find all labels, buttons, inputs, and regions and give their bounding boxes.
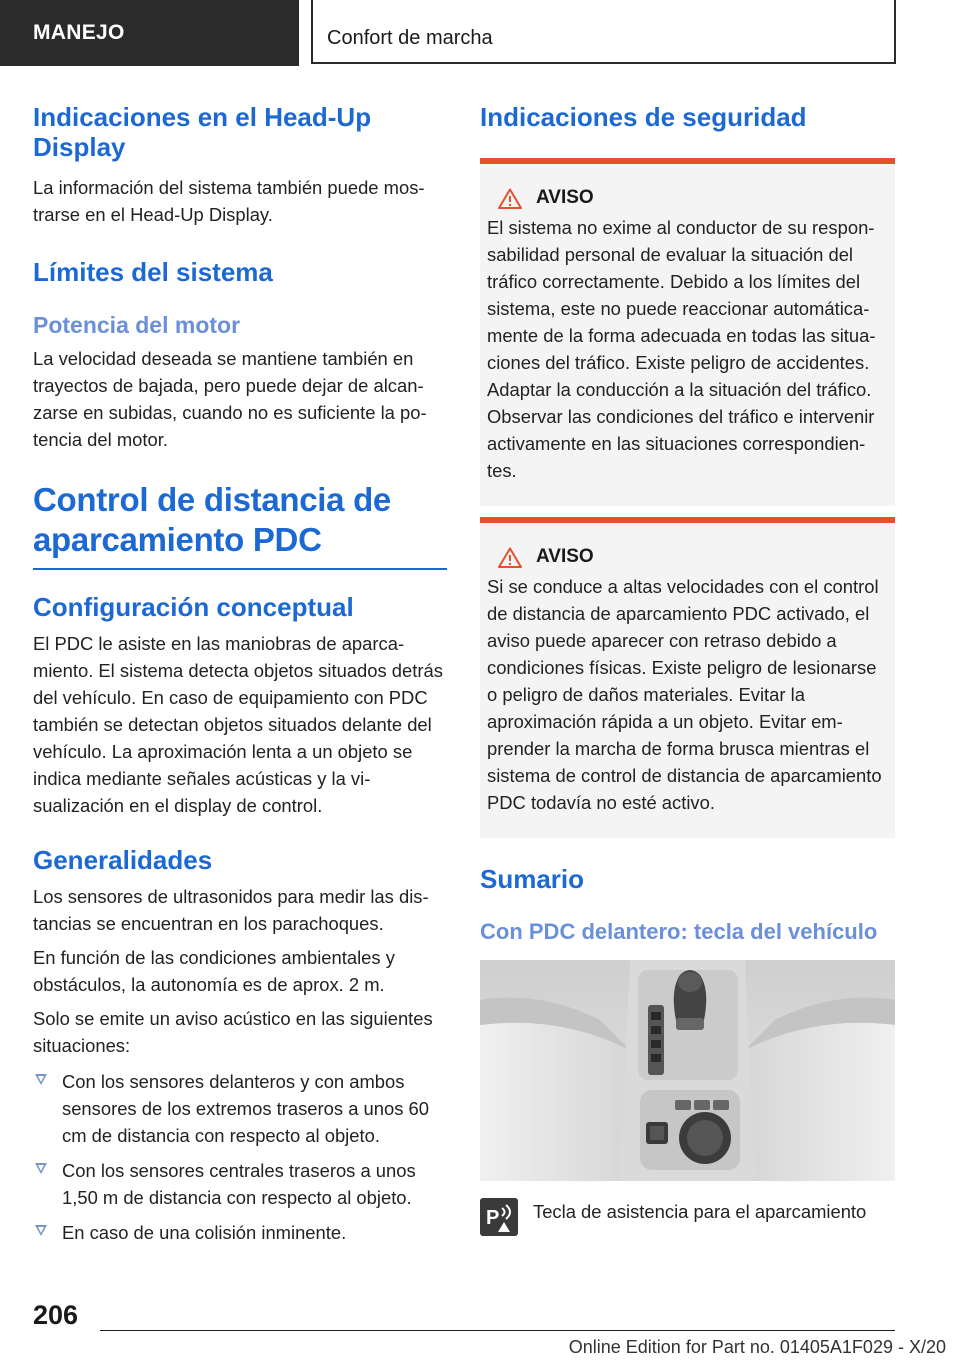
- edition-text: Online Edition for Part no. 01405A1F029 - X/20: [568, 1337, 946, 1357]
- warning-box: [480, 158, 895, 506]
- concept-text: El PDC le asiste en las maniobras de aparcamiento. El sistema detecta objetos situados detrás del vehículo. En caso de equipamiento con PDC también se detectan objetos situados delante del vehículo. La aproximación lenta a un objeto se indica mediante señales acústicas y la visualización en el display de control.: [33, 633, 443, 816]
- warning-box: [480, 517, 895, 838]
- list-item: Con los sensores centrales traseros a unos 1,50 m de distancia con respecto al objeto.: [33, 1157, 447, 1211]
- warning-label: AVISO: [536, 546, 594, 567]
- left-column: [33, 102, 447, 1246]
- bullet-triangle-icon: [35, 1225, 47, 1236]
- safety-heading: Indicaciones de seguridad: [480, 102, 807, 132]
- parking-assist-icon: [480, 1198, 518, 1236]
- footer-divider: [100, 1330, 895, 1331]
- heading-divider: [33, 568, 447, 570]
- page-footer: [0, 1290, 960, 1362]
- engine-heading: Potencia del motor: [33, 312, 241, 338]
- caption-text: Tecla de asistencia para el aparcamiento: [533, 1201, 867, 1222]
- center-console-image: [480, 960, 895, 1181]
- general-paragraph: En función de las condiciones ambientales y obstáculos, la autonomía es de aprox. 2 m.: [33, 947, 395, 995]
- warning-label: AVISO: [536, 187, 594, 208]
- limits-heading: Límites del sistema: [33, 257, 273, 287]
- warning-triangle-icon: [498, 547, 522, 568]
- bullet-triangle-icon: [35, 1074, 47, 1085]
- hud-text: La información del sistema también puede mostrarse en el Head-Up Display.: [33, 177, 425, 225]
- warning-text: Si se conduce a altas velocidades con el control de distancia de aparcamiento PDC activado, el aviso puede aparecer con retraso debido a condiciones físicas. Existe peligro de lesionarse o peligro de daños materiales. Evitar la aproximación rápida a un objeto. Evitar emprender la marcha de forma brusca mientras el sistema de control de distancia de aparcamiento PDC todavía no esté activo.: [487, 576, 882, 813]
- front-pdc-heading: Con PDC delantero: tecla del vehículo: [480, 919, 878, 944]
- section-tab: MANEJO: [0, 0, 299, 66]
- chapter-tab: Confort de marcha: [311, 0, 896, 64]
- list-item: En caso de una colisión inminente.: [33, 1219, 447, 1246]
- list-item: Con los sensores delanteros y con ambos sensores de los extremos traseros a unos 60 cm de distancia con respecto al objeto.: [33, 1068, 447, 1149]
- general-paragraph: Solo se emite un aviso acústico en las siguientes situaciones:: [33, 1008, 433, 1056]
- engine-text: La velocidad deseada se mantiene también en trayectos de bajada, pero puede dejar de alcanzarse en subidas, cuando no es suficiente la potencia del motor.: [33, 348, 427, 450]
- condition-list: [33, 1068, 447, 1246]
- hud-heading: Indicaciones en el Head-Up Display: [33, 102, 372, 162]
- svg-text:P: P: [486, 1207, 500, 1229]
- general-paragraph: Los sensores de ultrasonidos para medir las distancias se encuentran en los parachoques.: [33, 886, 429, 934]
- summary-heading: Sumario: [480, 864, 585, 894]
- right-column: [480, 102, 895, 1236]
- page-header: [0, 0, 960, 66]
- warning-text: El sistema no exime al conductor de su responsabilidad personal de evaluar la situación del tráfico correctamente. Debido a los límites del sistema, este no puede reaccionar automáticamente de la forma adecuada en todas las situaciones del tráfico. Existe peligro de accidentes. Adaptar la conducción a la situación del tráfico. Observar las condiciones del tráfico e intervenir activamente en las situaciones correspondientes.: [487, 217, 876, 481]
- center-console-illustration: [480, 960, 895, 1181]
- general-heading: Generalidades: [33, 845, 213, 875]
- bullet-triangle-icon: [35, 1163, 47, 1174]
- pdc-heading: Control de distancia de aparcamiento PDC: [33, 481, 391, 558]
- image-caption: [480, 1198, 895, 1236]
- page-number: 206: [33, 1300, 79, 1330]
- warning-triangle-icon: [498, 188, 522, 209]
- concept-heading: Configuración conceptual: [33, 592, 354, 622]
